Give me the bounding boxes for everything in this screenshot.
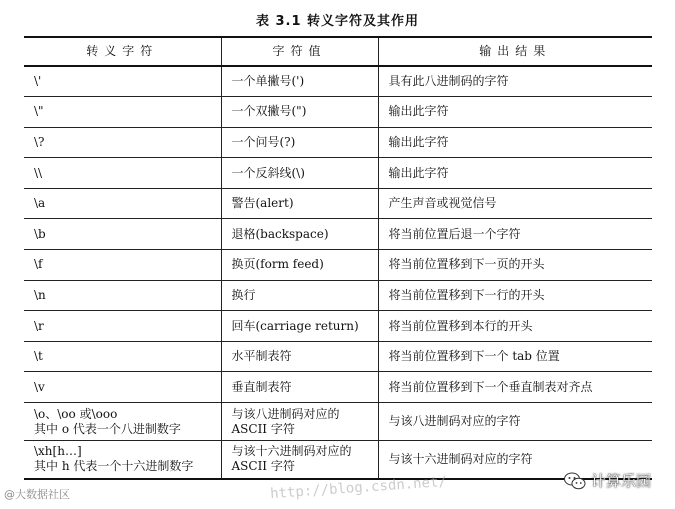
escape-seq-cell-text: \": [34, 104, 44, 119]
output-cell: [378, 280, 652, 311]
table-title: 表 3.1 转义字符及其作用: [255, 14, 420, 29]
escape-seq-cell-text: \b: [34, 226, 46, 241]
escape-seq-cell-text: \\: [34, 165, 43, 180]
char-value-cell: [221, 97, 378, 128]
table-row: [24, 280, 652, 311]
escape-seq-cell: [24, 341, 221, 372]
char-value-cell-text: 一个单撇号('): [231, 74, 305, 89]
table-row: [24, 403, 652, 441]
output-cell-text: 具有此八进制码的字符: [388, 74, 509, 89]
output-cell-text: 与该十六进制码对应的字符: [388, 451, 533, 466]
char-value-cell-text: 一个双撇号("): [231, 104, 307, 119]
escape-char-table: [24, 36, 652, 480]
escape-seq-cell: [24, 66, 221, 97]
escape-seq-cell-text: \n: [34, 287, 46, 302]
escape-seq-cell-text: \f: [34, 257, 43, 272]
escape-seq-cell-text: \xh[h…]: [34, 444, 82, 459]
char-value-cell: [221, 219, 378, 250]
table-row: [24, 97, 652, 128]
char-value-cell: [221, 188, 378, 219]
escape-seq-cell-text: \': [34, 74, 42, 89]
table-row: [24, 66, 652, 97]
escape-seq-cell-text: \v: [34, 379, 45, 394]
escape-seq-cell-text: \t: [34, 349, 43, 364]
output-cell-text: 将当前位置后退一个字符: [388, 226, 521, 241]
char-value-cell-text: 一个问号(?): [231, 134, 296, 149]
table-row: [24, 441, 652, 479]
table-row: [24, 311, 652, 342]
char-value-cell: [221, 158, 378, 189]
char-value-cell: [221, 372, 378, 403]
char-value-cell-text: 一个反斜线(\): [231, 165, 305, 180]
wechat-icon: [564, 472, 586, 490]
escape-seq-cell: [24, 311, 221, 342]
column-header: 转义字符: [24, 37, 221, 66]
char-value-cell: [221, 127, 378, 158]
escape-seq-cell: [24, 219, 221, 250]
char-value-cell: [221, 66, 378, 97]
output-cell: [378, 311, 652, 342]
output-cell-text: 输出此字符: [388, 165, 449, 180]
escape-seq-cell: [24, 372, 221, 403]
output-cell-text: 输出此字符: [388, 134, 449, 149]
escape-seq-cell: [24, 97, 221, 128]
output-cell: [378, 97, 652, 128]
char-value-cell-text: 垂直制表符: [231, 379, 292, 394]
output-cell-text: 将当前位置移到下一个垂直制表对齐点: [388, 379, 593, 394]
char-value-cell: [221, 441, 378, 479]
char-value-cell-text: 与该八进制码对应的: [231, 406, 340, 421]
escape-seq-cell: [24, 158, 221, 189]
brand-watermark: [564, 470, 651, 491]
char-value-cell: [221, 250, 378, 281]
table-row: [24, 127, 652, 158]
escape-seq-cell: [24, 127, 221, 158]
escape-seq-cell: [24, 403, 221, 441]
output-cell: [378, 250, 652, 281]
char-value-cell-text: 水平制表符: [231, 349, 292, 364]
char-value-cell-text: 回车(carriage return): [231, 318, 359, 333]
column-header: 输出结果: [378, 37, 652, 66]
table-header-row: [24, 37, 652, 66]
escape-seq-cell-text: 其中 o 代表一个八进制数字: [34, 421, 181, 436]
escape-seq-cell-text: 其中 h 代表一个十六进制数字: [34, 459, 194, 474]
output-cell: [378, 66, 652, 97]
watermark-url: http://blog.csdn.net/: [269, 473, 448, 503]
watermark-left: @大数据社区: [4, 488, 70, 501]
char-value-cell: [221, 280, 378, 311]
char-value-cell-text: 退格(backspace): [231, 226, 329, 241]
char-value-cell-text: ASCII 字符: [231, 421, 295, 436]
output-cell: [378, 341, 652, 372]
output-cell: [378, 127, 652, 158]
output-cell-text: 将当前位置移到本行的开头: [388, 318, 533, 333]
table-row: [24, 341, 652, 372]
escape-seq-cell-text: \r: [34, 318, 44, 333]
output-cell-text: 与该八进制码对应的字符: [388, 414, 521, 429]
output-cell-text: 将当前位置移到下一页的开头: [388, 257, 545, 272]
output-cell-text: 将当前位置移到下一个 tab 位置: [388, 349, 560, 364]
char-value-cell-text: 换页(form feed): [231, 257, 324, 272]
output-cell-text: 产生声音或视觉信号: [388, 196, 497, 211]
table-row: [24, 219, 652, 250]
escape-seq-cell-text: \o、\oo 或\ooo: [34, 406, 118, 421]
escape-seq-cell-text: \?: [34, 134, 45, 149]
output-cell: [378, 403, 652, 441]
escape-seq-cell: [24, 188, 221, 219]
table-row: [24, 372, 652, 403]
output-cell: [378, 372, 652, 403]
escape-seq-cell: [24, 441, 221, 479]
char-value-cell-text: 警告(alert): [231, 196, 294, 211]
escape-seq-cell-text: \a: [34, 196, 46, 211]
column-header: 字符值: [221, 37, 378, 66]
table-row: [24, 158, 652, 189]
char-value-cell: [221, 341, 378, 372]
char-value-cell-text: 换行: [231, 287, 256, 302]
table-row: [24, 250, 652, 281]
escape-seq-cell: [24, 250, 221, 281]
escape-seq-cell: [24, 280, 221, 311]
table-row: [24, 188, 652, 219]
char-value-cell: [221, 311, 378, 342]
output-cell-text: 将当前位置移到下一行的开头: [388, 287, 545, 302]
output-cell: [378, 158, 652, 189]
output-cell: [378, 219, 652, 250]
table-body: [24, 66, 652, 479]
brand-text: 计算乐园: [590, 472, 651, 490]
char-value-cell-text: 与该十六进制码对应的: [231, 444, 352, 459]
char-value-cell-text: ASCII 字符: [231, 459, 295, 474]
output-cell: [378, 188, 652, 219]
output-cell-text: 输出此字符: [388, 104, 449, 119]
char-value-cell: [221, 403, 378, 441]
